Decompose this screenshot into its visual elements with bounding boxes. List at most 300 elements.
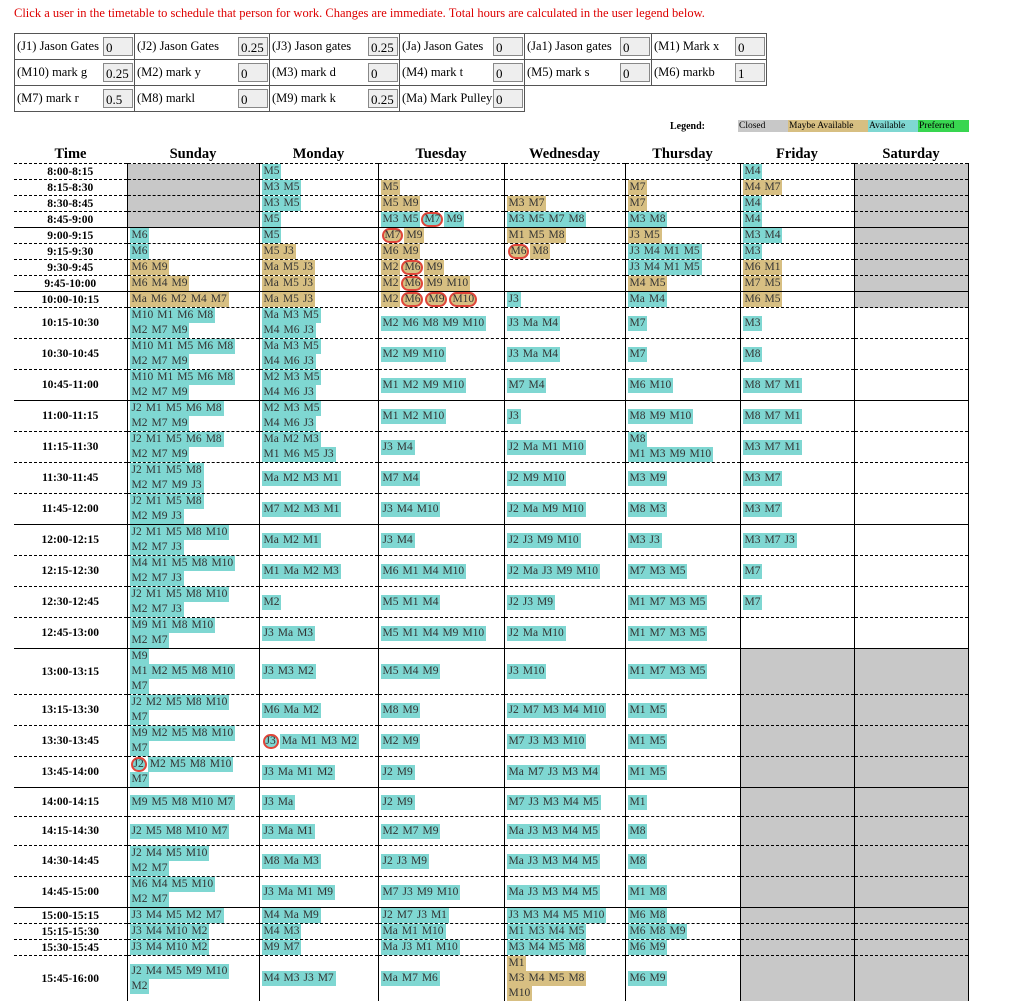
user-chip[interactable]: M4 xyxy=(395,533,415,548)
user-chip[interactable]: J3 xyxy=(507,409,521,424)
user-chip[interactable]: M4 xyxy=(526,971,546,986)
user-chip[interactable]: M9 xyxy=(420,664,440,679)
user-chip[interactable]: M6 xyxy=(281,385,301,400)
user-chip[interactable]: M6 xyxy=(400,316,420,331)
user-chip[interactable]: M3 xyxy=(281,971,301,986)
user-chip[interactable]: M4 xyxy=(743,180,763,195)
user-chip[interactable]: Ma xyxy=(262,432,281,447)
user-chip[interactable]: M7 xyxy=(130,741,150,756)
user-chip[interactable]: M9 xyxy=(444,212,464,227)
user-chip[interactable]: M9 xyxy=(130,649,150,664)
user-chip[interactable]: M5 xyxy=(561,908,581,923)
user-chip[interactable]: M1 xyxy=(144,525,164,540)
user-chip[interactable]: J3 xyxy=(169,540,183,555)
user-chip[interactable]: M10 xyxy=(189,618,215,633)
user-chip[interactable]: J3 xyxy=(526,824,540,839)
user-chip[interactable]: J3 xyxy=(301,354,315,369)
user-chip[interactable]: M1 xyxy=(414,940,434,955)
user-chip[interactable]: M9 xyxy=(540,502,560,517)
user-chip[interactable]: Ma xyxy=(262,276,281,291)
user-hours-field[interactable]: 0 xyxy=(620,63,650,82)
user-chip[interactable]: M10 xyxy=(209,726,235,741)
user-chip[interactable]: M5 xyxy=(581,795,601,810)
scheduled-user-chip[interactable]: J3 xyxy=(263,734,279,749)
user-chip[interactable]: M5 xyxy=(281,260,301,275)
user-chip[interactable]: J3 xyxy=(415,908,429,923)
user-chip[interactable]: M3 xyxy=(276,664,296,679)
user-chip[interactable]: J3 xyxy=(526,885,540,900)
user-chip[interactable]: M1 xyxy=(301,533,321,548)
user-chip[interactable]: M3 xyxy=(521,908,541,923)
user-chip[interactable]: M5 xyxy=(381,196,401,211)
user-chip[interactable]: M1 xyxy=(628,703,648,718)
user-chip[interactable]: J3 xyxy=(546,765,560,780)
user-chip[interactable]: Ma xyxy=(507,765,526,780)
user-chip[interactable]: M4 xyxy=(647,292,667,307)
user-chip[interactable]: J2 xyxy=(130,401,144,416)
user-chip[interactable]: M7 xyxy=(149,571,169,586)
user-chip[interactable]: M8 xyxy=(743,409,763,424)
user-chip[interactable]: M3 xyxy=(301,502,321,517)
user-chip[interactable]: M9 xyxy=(420,824,440,839)
user-chip[interactable]: M10 xyxy=(130,308,156,323)
user-chip[interactable]: M3 xyxy=(743,244,763,259)
user-chip[interactable]: M5 xyxy=(164,401,184,416)
user-chip[interactable]: M9 xyxy=(169,354,189,369)
user-chip[interactable]: M7 xyxy=(546,212,566,227)
user-chip[interactable]: M7 xyxy=(628,347,648,362)
user-chip[interactable]: M2 xyxy=(130,633,150,648)
user-chip[interactable]: M3 xyxy=(540,854,560,869)
user-chip[interactable]: M3 xyxy=(301,471,321,486)
user-chip[interactable]: M6 xyxy=(184,401,204,416)
user-hours-field[interactable]: 0 xyxy=(103,37,133,56)
user-chip[interactable]: M10 xyxy=(647,378,673,393)
user-chip[interactable]: J2 xyxy=(130,494,144,509)
user-chip[interactable]: M1 xyxy=(262,447,282,462)
user-chip[interactable]: J2 xyxy=(507,471,521,486)
user-chip[interactable]: M1 xyxy=(149,556,169,571)
user-chip[interactable]: Ma xyxy=(507,854,526,869)
user-chip[interactable]: J3 xyxy=(540,564,554,579)
user-chip[interactable]: M2 xyxy=(381,292,401,307)
user-chip[interactable]: M9 xyxy=(301,908,321,923)
user-chip[interactable]: J3 xyxy=(130,908,144,923)
user-chip[interactable]: M8 xyxy=(743,378,763,393)
user-chip[interactable]: M1 xyxy=(155,370,175,385)
user-chip[interactable]: Ma xyxy=(280,734,299,749)
user-chip[interactable]: J3 xyxy=(647,533,661,548)
user-chip[interactable]: M5 xyxy=(687,626,707,641)
user-chip[interactable]: M4 xyxy=(262,323,282,338)
user-chip[interactable]: M8 xyxy=(546,228,566,243)
user-chip[interactable]: M4 xyxy=(546,924,566,939)
user-chip[interactable]: M10 xyxy=(687,447,713,462)
user-chip[interactable]: M7 xyxy=(762,180,782,195)
user-chip[interactable]: M5 xyxy=(647,765,667,780)
user-chip[interactable]: M3 xyxy=(743,502,763,517)
user-chip[interactable]: M9 xyxy=(130,618,150,633)
user-chip[interactable]: M3 xyxy=(628,533,648,548)
user-chip[interactable]: M4 xyxy=(400,471,420,486)
user-chip[interactable]: M8 xyxy=(215,339,235,354)
user-chip[interactable]: M2 xyxy=(189,940,209,955)
user-chip[interactable]: M9 xyxy=(400,734,420,749)
user-chip[interactable]: M5 xyxy=(647,734,667,749)
user-chip[interactable]: J3 xyxy=(526,734,540,749)
user-chip[interactable]: J3 xyxy=(507,664,521,679)
user-chip[interactable]: J3 xyxy=(507,292,521,307)
user-chip[interactable]: M5 xyxy=(580,824,600,839)
user-chip[interactable]: M10 xyxy=(420,924,446,939)
user-chip[interactable]: M9 xyxy=(169,323,189,338)
scheduled-user-chip[interactable]: M7 xyxy=(382,228,404,243)
user-chip[interactable]: M1 xyxy=(628,885,648,900)
user-chip[interactable]: J3 xyxy=(521,533,535,548)
user-chip[interactable]: M2 xyxy=(130,571,150,586)
user-chip[interactable]: M5 xyxy=(682,244,702,259)
user-chip[interactable]: J3 xyxy=(526,795,540,810)
user-chip[interactable]: M8 xyxy=(184,463,204,478)
user-chip[interactable]: Ma xyxy=(521,440,540,455)
user-chip[interactable]: M4 xyxy=(130,556,150,571)
user-chip[interactable]: M1 xyxy=(400,626,420,641)
user-chip[interactable]: M3 xyxy=(743,228,763,243)
user-chip[interactable]: M9 xyxy=(647,971,667,986)
user-chip[interactable]: M7 xyxy=(149,447,169,462)
user-chip[interactable]: J3 xyxy=(301,416,315,431)
user-chip[interactable]: M9 xyxy=(400,703,420,718)
user-chip[interactable]: Ma xyxy=(276,824,295,839)
user-chip[interactable]: M1 xyxy=(295,765,315,780)
user-chip[interactable]: J3 xyxy=(526,854,540,869)
user-chip[interactable]: M8 xyxy=(566,212,586,227)
user-chip[interactable]: M4 xyxy=(149,276,169,291)
user-chip[interactable]: J3 xyxy=(381,502,395,517)
user-chip[interactable]: M7 xyxy=(281,940,301,955)
user-chip[interactable]: M8 xyxy=(204,401,224,416)
user-chip[interactable]: Ma xyxy=(521,316,540,331)
scheduled-user-chip[interactable]: M7 xyxy=(421,212,443,227)
user-chip[interactable]: M4 xyxy=(400,664,420,679)
user-chip[interactable]: M5 xyxy=(262,212,282,227)
user-chip[interactable]: M3 xyxy=(541,734,561,749)
user-chip[interactable]: M1 xyxy=(321,471,341,486)
user-chip[interactable]: M1 xyxy=(782,440,802,455)
user-chip[interactable]: J3 xyxy=(169,571,183,586)
user-chip[interactable]: M6 xyxy=(281,447,301,462)
scheduled-user-chip[interactable]: M6 xyxy=(401,260,423,275)
user-chip[interactable]: M6 xyxy=(628,378,648,393)
user-chip[interactable]: J3 xyxy=(262,795,276,810)
user-chip[interactable]: M4 xyxy=(144,908,164,923)
user-chip[interactable]: M10 xyxy=(420,347,446,362)
user-chip[interactable]: M2 xyxy=(262,401,282,416)
user-chip[interactable]: M8 xyxy=(566,940,586,955)
user-chip[interactable]: M4 xyxy=(540,316,560,331)
user-chip[interactable]: M3 xyxy=(281,308,301,323)
user-chip[interactable]: M5 xyxy=(647,703,667,718)
user-chip[interactable]: M8 xyxy=(420,316,440,331)
user-chip[interactable]: J3 xyxy=(782,533,796,548)
user-chip[interactable]: M1 xyxy=(295,885,315,900)
user-chip[interactable]: M5 xyxy=(164,964,184,979)
user-chip[interactable]: M3 xyxy=(301,854,321,869)
user-chip[interactable]: M5 xyxy=(164,463,184,478)
user-chip[interactable]: M10 xyxy=(204,964,230,979)
user-chip[interactable]: J3 xyxy=(628,244,642,259)
user-chip[interactable]: M3 xyxy=(319,734,339,749)
user-chip[interactable]: M10 xyxy=(555,533,581,548)
user-chip[interactable]: Ma xyxy=(381,940,400,955)
user-chip[interactable]: M5 xyxy=(546,940,566,955)
user-chip[interactable]: J2 xyxy=(130,525,144,540)
user-chip[interactable]: M7 xyxy=(762,409,782,424)
user-chip[interactable]: M7 xyxy=(526,196,546,211)
user-chip[interactable]: M3 xyxy=(507,971,527,986)
user-chip[interactable]: M5 xyxy=(164,432,184,447)
user-chip[interactable]: M10 xyxy=(184,824,210,839)
user-chip[interactable]: M7 xyxy=(647,595,667,610)
user-chip[interactable]: M2 xyxy=(130,540,150,555)
user-hours-field[interactable]: 0.25 xyxy=(238,37,268,56)
user-chip[interactable]: M1 xyxy=(144,432,164,447)
user-chip[interactable]: M4 xyxy=(262,354,282,369)
user-chip[interactable]: M4 xyxy=(420,595,440,610)
user-chip[interactable]: M5 xyxy=(149,795,169,810)
user-chip[interactable]: M1 xyxy=(628,765,648,780)
user-chip[interactable]: M7 xyxy=(149,354,169,369)
user-chip[interactable]: M8 xyxy=(566,971,586,986)
user-chip[interactable]: J3 xyxy=(169,602,183,617)
user-chip[interactable]: M5 xyxy=(175,339,195,354)
scheduled-user-chip[interactable]: M6 xyxy=(401,292,423,307)
user-chip[interactable]: Ma xyxy=(507,824,526,839)
user-chip[interactable]: Ma xyxy=(281,703,300,718)
user-chip[interactable]: M6 xyxy=(130,276,150,291)
user-chip[interactable]: M4 xyxy=(540,347,560,362)
user-chip[interactable]: M7 xyxy=(507,795,527,810)
user-chip[interactable]: M2 xyxy=(130,447,150,462)
user-chip[interactable]: M1 xyxy=(400,564,420,579)
user-chip[interactable]: M4 xyxy=(642,260,662,275)
user-chip[interactable]: M9 xyxy=(404,228,424,243)
user-chip[interactable]: M5 xyxy=(164,587,184,602)
user-chip[interactable]: M10 xyxy=(130,339,156,354)
user-hours-field[interactable]: 0.25 xyxy=(368,89,398,108)
user-chip[interactable]: M1 xyxy=(628,626,648,641)
user-chip[interactable]: M5 xyxy=(687,595,707,610)
user-chip[interactable]: M9 xyxy=(409,854,429,869)
user-chip[interactable]: M7 xyxy=(381,885,401,900)
user-chip[interactable]: M6 xyxy=(628,971,648,986)
user-chip[interactable]: Ma xyxy=(381,924,400,939)
user-chip[interactable]: M5 xyxy=(566,924,586,939)
user-chip[interactable]: M7 xyxy=(762,471,782,486)
user-chip[interactable]: M1 xyxy=(782,378,802,393)
user-chip[interactable]: M2 xyxy=(381,347,401,362)
user-chip[interactable]: Ma xyxy=(262,533,281,548)
user-chip[interactable]: M5 xyxy=(762,292,782,307)
user-hours-field[interactable]: 0.25 xyxy=(368,37,398,56)
user-chip[interactable]: J3 xyxy=(301,971,315,986)
user-chip[interactable]: Ma xyxy=(276,765,295,780)
user-chip[interactable]: M1 xyxy=(400,924,420,939)
user-chip[interactable]: M7 xyxy=(628,564,648,579)
user-chip[interactable]: J3 xyxy=(381,533,395,548)
user-chip[interactable]: M10 xyxy=(204,587,230,602)
user-chip[interactable]: J3 xyxy=(301,292,315,307)
user-chip[interactable]: M4 xyxy=(262,924,282,939)
user-chip[interactable]: M7 xyxy=(743,564,763,579)
user-chip[interactable]: M9 xyxy=(169,416,189,431)
user-chip[interactable]: M7 xyxy=(316,971,336,986)
user-chip[interactable]: M10 xyxy=(561,734,587,749)
user-chip[interactable]: M10 xyxy=(444,276,470,291)
user-chip[interactable]: M9 xyxy=(667,447,687,462)
user-chip[interactable]: M7 xyxy=(628,196,648,211)
user-chip[interactable]: M6 xyxy=(628,924,648,939)
user-chip[interactable]: M4 xyxy=(144,964,164,979)
user-chip[interactable]: M1 xyxy=(628,447,648,462)
user-chip[interactable]: J2 xyxy=(381,854,395,869)
user-chip[interactable]: M10 xyxy=(420,409,446,424)
user-chip[interactable]: M7 xyxy=(628,316,648,331)
user-chip[interactable]: M1 xyxy=(130,664,150,679)
user-chip[interactable]: M5 xyxy=(667,564,687,579)
user-chip[interactable]: M5 xyxy=(381,626,401,641)
user-chip[interactable]: M9 xyxy=(400,244,420,259)
user-chip[interactable]: M4 xyxy=(743,164,763,179)
user-chip[interactable]: M5 xyxy=(526,212,546,227)
user-chip[interactable]: M9 xyxy=(400,196,420,211)
user-chip[interactable]: M10 xyxy=(560,502,586,517)
user-chip[interactable]: M7 xyxy=(647,626,667,641)
user-chip[interactable]: M4 xyxy=(580,765,600,780)
user-chip[interactable]: M7 xyxy=(743,276,763,291)
user-chip[interactable]: M1 xyxy=(429,908,449,923)
user-chip[interactable]: M2 xyxy=(315,765,335,780)
user-chip[interactable]: M7 xyxy=(149,385,169,400)
scheduled-user-chip[interactable]: M9 xyxy=(425,292,447,307)
user-chip[interactable]: M7 xyxy=(400,824,420,839)
user-chip[interactable]: M6 xyxy=(130,244,150,259)
user-chip[interactable]: M10 xyxy=(415,502,441,517)
user-chip[interactable]: M10 xyxy=(667,409,693,424)
user-chip[interactable]: M4 xyxy=(262,908,282,923)
user-chip[interactable]: M2 xyxy=(381,824,401,839)
user-chip[interactable]: M1 xyxy=(299,734,319,749)
user-chip[interactable]: M8 xyxy=(184,695,204,710)
user-chip[interactable]: M5 xyxy=(301,308,321,323)
user-chip[interactable]: M4 xyxy=(526,378,546,393)
user-chip[interactable]: M2 xyxy=(130,602,150,617)
user-chip[interactable]: M3 xyxy=(628,212,648,227)
user-hours-field[interactable]: 0 xyxy=(368,63,398,82)
user-chip[interactable]: J3 xyxy=(189,478,203,493)
user-chip[interactable]: M10 xyxy=(574,564,600,579)
user-chip[interactable]: M7 xyxy=(395,908,415,923)
user-chip[interactable]: M10 xyxy=(560,440,586,455)
user-chip[interactable]: M7 xyxy=(215,795,235,810)
user-chip[interactable]: M9 xyxy=(130,795,150,810)
scheduled-user-chip[interactable]: M6 xyxy=(508,244,530,259)
user-chip[interactable]: M8 xyxy=(189,664,209,679)
user-chip[interactable]: M9 xyxy=(315,885,335,900)
user-chip[interactable]: M1 xyxy=(628,595,648,610)
user-chip[interactable]: M10 xyxy=(208,757,234,772)
user-chip[interactable]: M4 xyxy=(262,385,282,400)
user-chip[interactable]: M7 xyxy=(149,861,169,876)
user-chip[interactable]: M5 xyxy=(281,276,301,291)
user-hours-field[interactable]: 0.25 xyxy=(103,63,133,82)
user-chip[interactable]: M3 xyxy=(667,595,687,610)
user-chip[interactable]: M2 xyxy=(130,416,150,431)
user-chip[interactable]: M5 xyxy=(381,664,401,679)
user-chip[interactable]: M1 xyxy=(662,260,682,275)
user-chip[interactable]: M6 xyxy=(262,703,282,718)
user-chip[interactable]: M6 xyxy=(195,339,215,354)
user-chip[interactable]: M3 xyxy=(560,765,580,780)
user-chip[interactable]: M5 xyxy=(281,196,301,211)
user-chip[interactable]: M8 xyxy=(647,885,667,900)
user-chip[interactable]: M8 xyxy=(184,587,204,602)
user-chip[interactable]: M7 xyxy=(262,502,282,517)
user-chip[interactable]: M5 xyxy=(262,164,282,179)
user-chip[interactable]: M9 xyxy=(395,795,415,810)
user-chip[interactable]: M6 xyxy=(130,228,150,243)
user-chip[interactable]: M10 xyxy=(521,664,547,679)
user-chip[interactable]: M5 xyxy=(687,664,707,679)
user-chip[interactable]: M1 xyxy=(144,494,164,509)
user-chip[interactable]: M3 xyxy=(281,401,301,416)
user-chip[interactable]: M6 xyxy=(281,354,301,369)
user-chip[interactable]: J2 xyxy=(507,533,521,548)
user-chip[interactable]: M3 xyxy=(281,924,301,939)
user-chip[interactable]: M1 xyxy=(262,564,282,579)
user-chip[interactable]: J2 xyxy=(130,695,144,710)
user-chip[interactable]: M6 xyxy=(130,260,150,275)
user-chip[interactable]: M3 xyxy=(541,795,561,810)
user-chip[interactable]: M5 xyxy=(381,595,401,610)
user-chip[interactable]: M9 xyxy=(169,276,189,291)
user-chip[interactable]: M6 xyxy=(381,244,401,259)
user-chip[interactable]: M5 xyxy=(262,244,282,259)
user-chip[interactable]: M9 xyxy=(169,447,189,462)
user-chip[interactable]: M6 xyxy=(743,292,763,307)
user-chip[interactable]: M5 xyxy=(381,180,401,195)
user-chip[interactable]: Ma xyxy=(507,885,526,900)
user-chip[interactable]: M5 xyxy=(169,726,189,741)
user-chip[interactable]: J3 xyxy=(262,626,276,641)
user-chip[interactable]: M4 xyxy=(561,795,581,810)
user-chip[interactable]: M7 xyxy=(526,765,546,780)
user-chip[interactable]: J3 xyxy=(395,854,409,869)
user-chip[interactable]: M1 xyxy=(507,228,527,243)
user-chip[interactable]: M1 xyxy=(155,308,175,323)
user-chip[interactable]: M10 xyxy=(541,471,567,486)
user-chip[interactable]: M3 xyxy=(628,471,648,486)
user-chip[interactable]: M9 xyxy=(667,924,687,939)
user-chip[interactable]: M8 xyxy=(189,726,209,741)
user-chip[interactable]: M2 xyxy=(262,595,282,610)
user-chip[interactable]: M3 xyxy=(667,626,687,641)
user-chip[interactable]: M6 xyxy=(195,370,215,385)
user-chip[interactable]: Ma xyxy=(276,795,295,810)
user-chip[interactable]: M2 xyxy=(400,409,420,424)
user-chip[interactable]: J2 xyxy=(507,502,521,517)
user-chip[interactable]: J3 xyxy=(301,323,315,338)
